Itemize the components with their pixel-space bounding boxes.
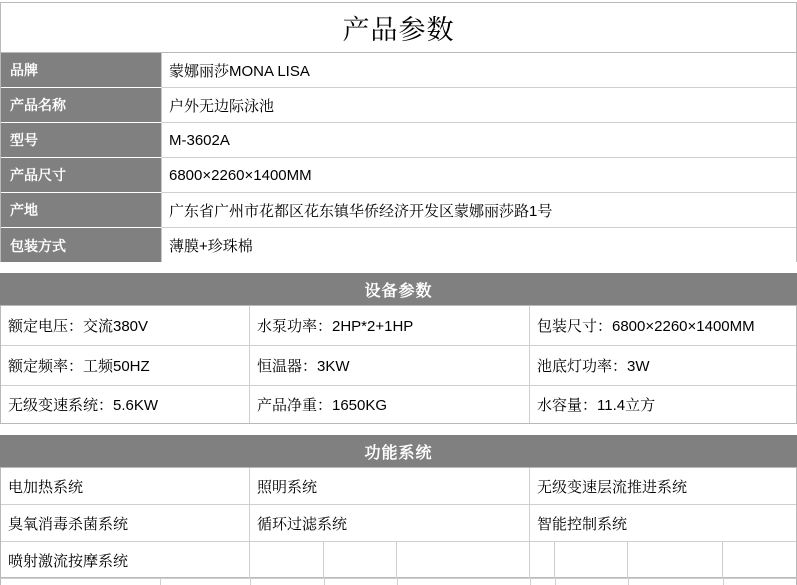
- table-row: [1, 346, 796, 386]
- row-label-size: 产品尺寸: [1, 158, 162, 193]
- table-row: [1, 468, 796, 505]
- func-cell-circulation-filter: 循环过滤系统: [250, 505, 530, 541]
- func-cell-laminar-propulsion: 无级变速层流推进系统: [537, 478, 688, 496]
- empty-cell: [723, 542, 796, 579]
- spec-cell-water-capacity: 水容量：11.4立方: [537, 397, 656, 414]
- row-value-origin: 广东省广州市花都区花东镇华侨经济开发区蒙娜丽莎路1号: [162, 193, 796, 228]
- row-label-brand: 品牌: [1, 53, 162, 88]
- spec-cell-rated-voltage: 额定电压：交流380V: [1, 306, 250, 345]
- empty-cell: [325, 579, 398, 585]
- empty-cell: [556, 579, 629, 585]
- basic-info-table: [0, 52, 797, 262]
- table-row: [1, 505, 796, 542]
- empty-cell: [629, 579, 724, 585]
- row-value-packaging: 薄膜+珍珠棉: [162, 228, 796, 263]
- title-row: [0, 2, 797, 52]
- page-title: 产品参数: [342, 15, 455, 45]
- row-value-model: M-3602A: [162, 123, 796, 158]
- spec-cell-variable-speed-system: 无级变速系统：5.6KW: [1, 386, 250, 423]
- empty-cell: [724, 579, 796, 585]
- section-gap: [0, 262, 797, 273]
- bottom-partial-row: [0, 578, 797, 585]
- device-params-header-bar: [0, 273, 797, 305]
- table-row: [1, 88, 796, 123]
- row-value-brand: 蒙娜丽莎MONA LISA: [162, 53, 796, 88]
- function-systems-table: [0, 467, 797, 578]
- spec-cell-rated-frequency: 额定频率：工频50HZ: [1, 346, 250, 385]
- empty-cell: [398, 579, 531, 585]
- spec-cell-pool-light-power: 池底灯功率：3W: [537, 358, 650, 375]
- table-row: [1, 306, 796, 346]
- func-cell-lighting: 照明系统: [250, 468, 530, 504]
- table-row: [1, 193, 796, 228]
- empty-cell: [161, 579, 251, 585]
- empty-cell: [397, 542, 530, 579]
- function-systems-header-bar: [0, 435, 797, 467]
- device-params-header: 设备参数: [364, 282, 433, 300]
- empty-cell: [251, 579, 325, 585]
- table-row: [1, 228, 796, 263]
- table-row: [1, 53, 796, 88]
- empty-cell: [628, 542, 723, 579]
- table-row: [1, 386, 796, 423]
- spec-cell-package-size: 包装尺寸：6800×2260×1400MM: [537, 318, 755, 335]
- spec-cell-net-weight: 产品净重：1650KG: [250, 386, 530, 423]
- empty-cell: [250, 542, 324, 579]
- row-label-packaging: 包装方式: [1, 228, 162, 263]
- empty-cell: [324, 542, 397, 579]
- empty-cell: [1, 579, 161, 585]
- func-cell-smart-control: 智能控制系统: [537, 515, 628, 533]
- empty-cell: [555, 542, 628, 579]
- func-cell-electric-heating: 电加热系统: [1, 468, 250, 504]
- table-row: [1, 123, 796, 158]
- spec-cell-thermostat: 恒温器：3KW: [250, 346, 530, 385]
- empty-cell: [530, 542, 555, 579]
- row-label-product-name: 产品名称: [1, 88, 162, 123]
- empty-cell: [531, 579, 556, 585]
- table-row: [1, 542, 796, 579]
- table-row: [1, 158, 796, 193]
- row-label-origin: 产地: [1, 193, 162, 228]
- row-value-product-name: 户外无边际泳池: [162, 88, 796, 123]
- row-label-model: 型号: [1, 123, 162, 158]
- section-gap: [0, 424, 797, 435]
- function-systems-header: 功能系统: [364, 444, 433, 462]
- row-value-size: 6800×2260×1400MM: [162, 158, 796, 193]
- func-cell-jet-massage: 喷射激流按摩系统: [1, 542, 250, 579]
- device-params-table: [0, 305, 797, 424]
- func-cell-ozone-disinfection: 臭氧消毒杀菌系统: [1, 505, 250, 541]
- spec-cell-pump-power: 水泵功率：2HP*2+1HP: [250, 306, 530, 345]
